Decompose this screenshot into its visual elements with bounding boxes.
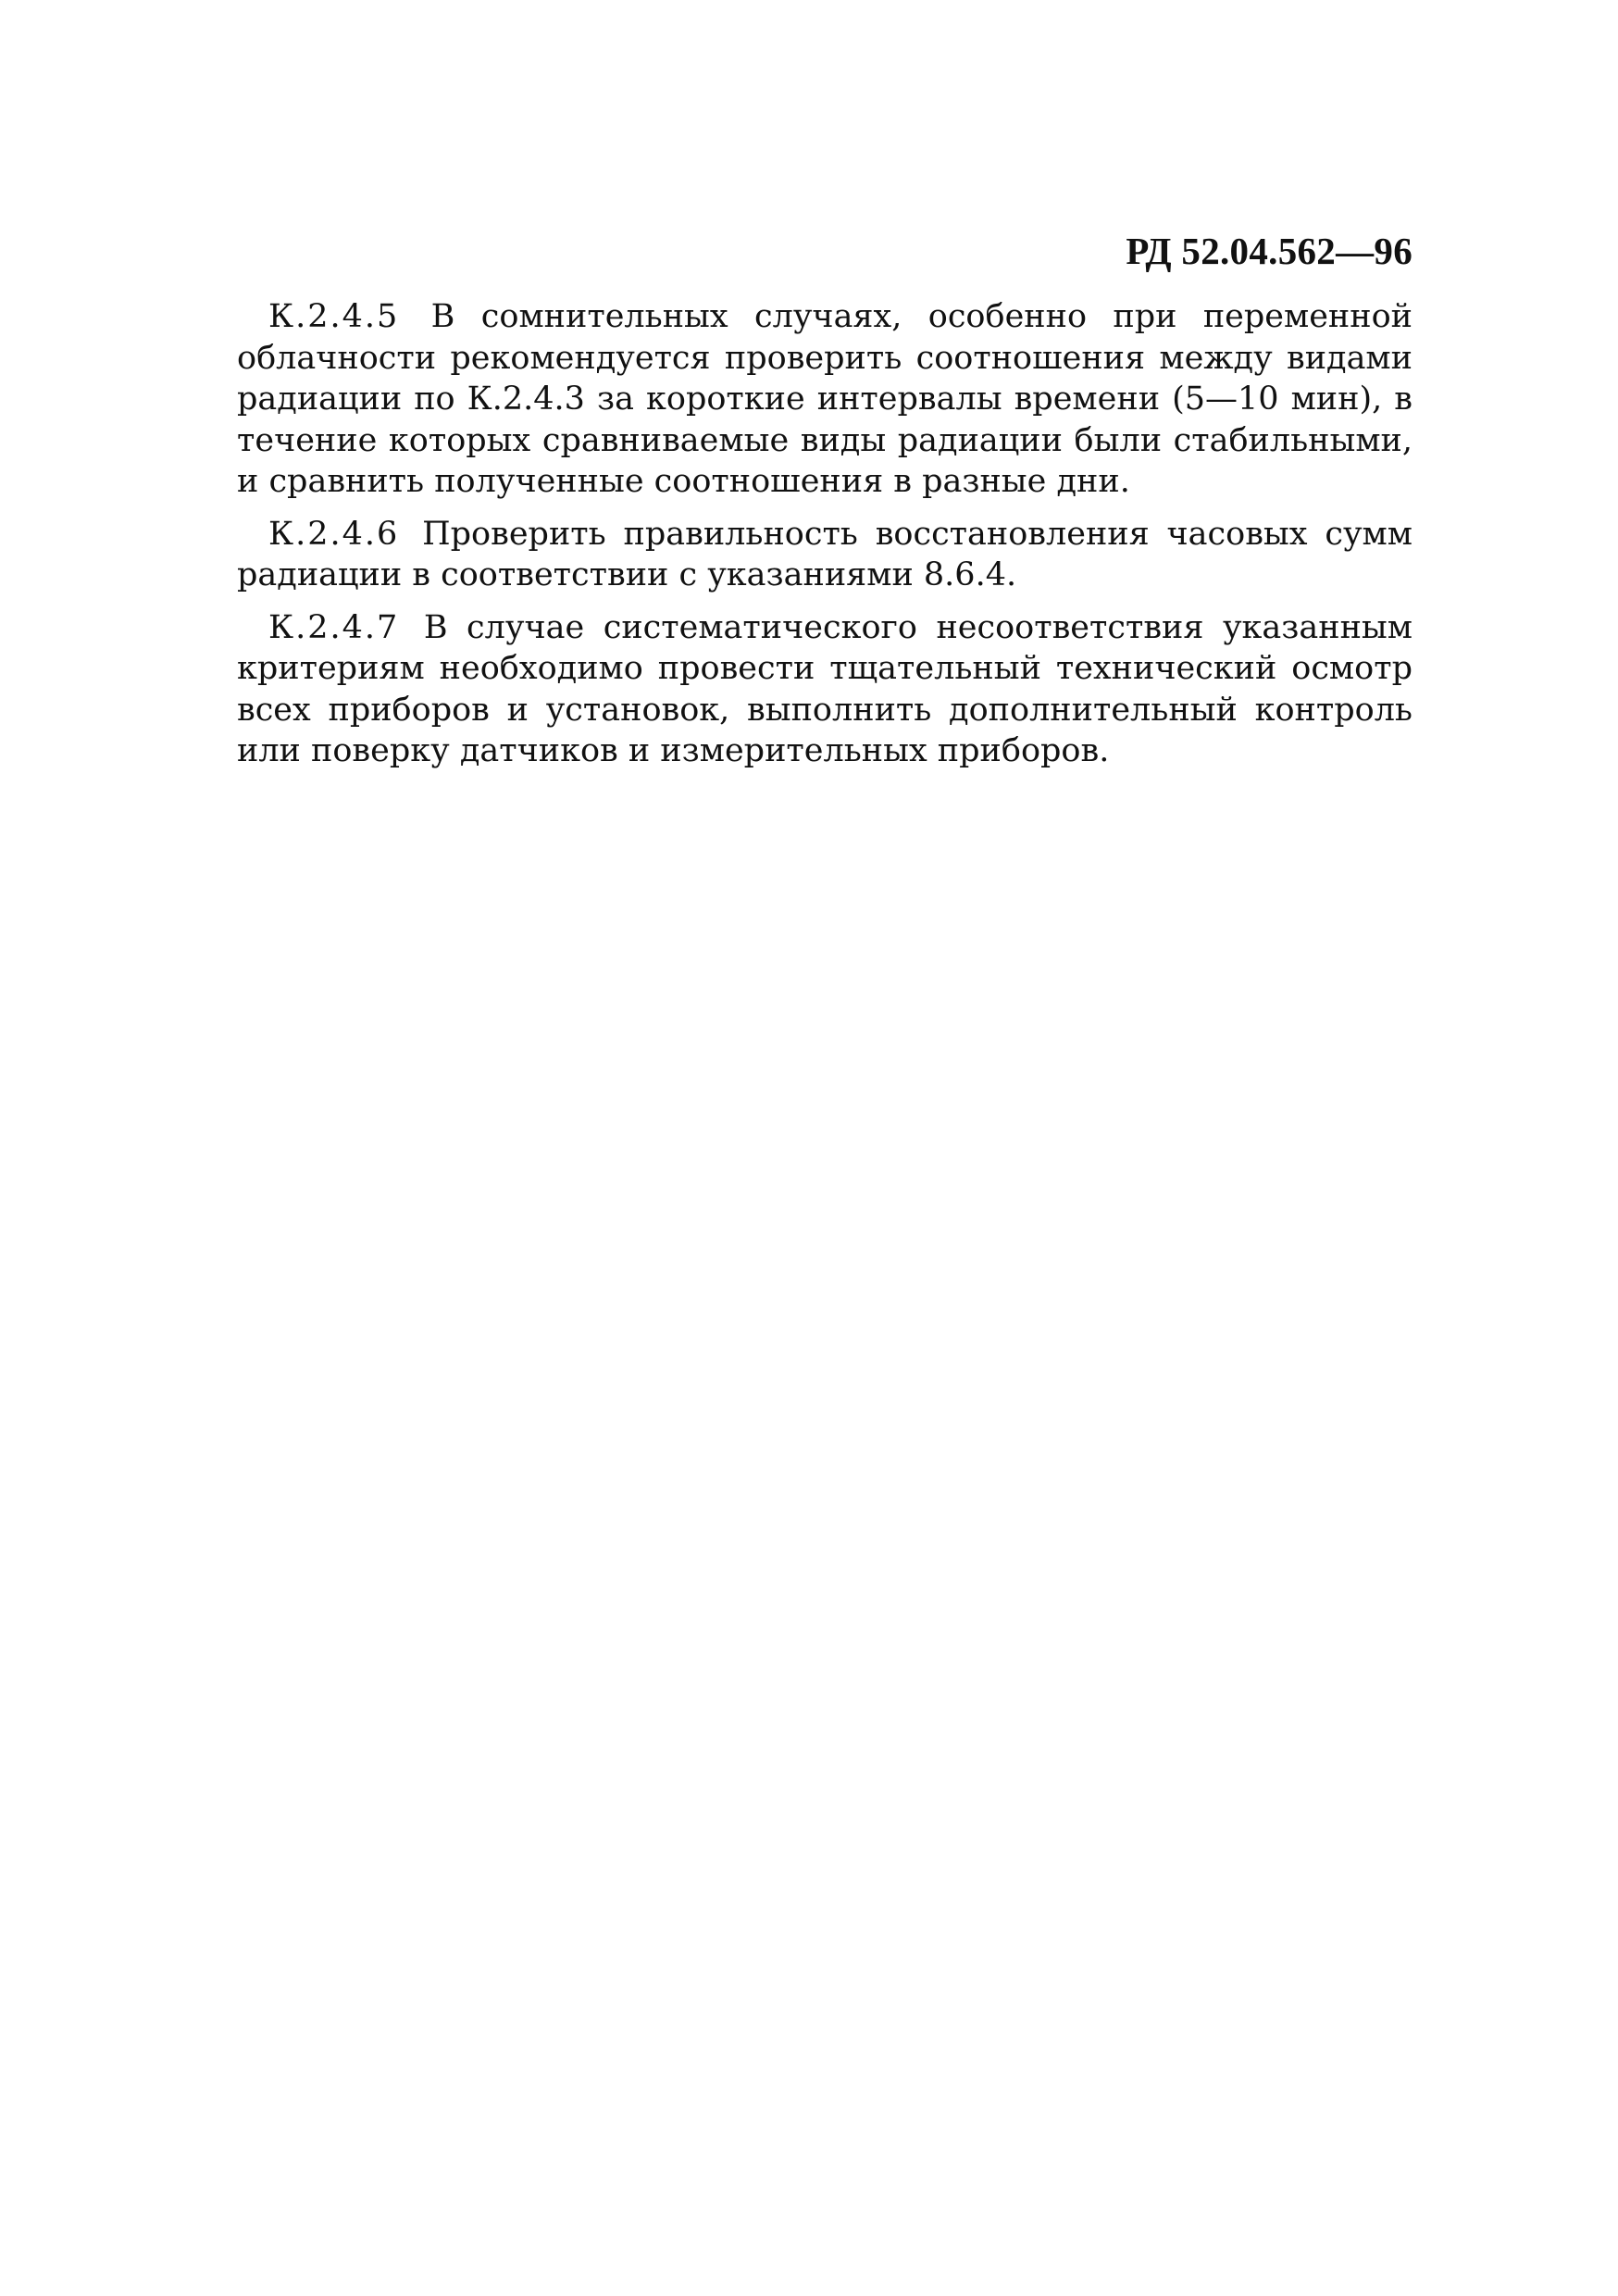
document-code-header: РД 52.04.562—96 bbox=[1126, 230, 1413, 272]
clause-text: В сомнительных случаях, особенно при переменной облачности рекомендуется проверить соотношения между видами радиации по К.2.4.3 за короткие интервалы времени (5—10 мин), в течение которых сравниваемые виды радиации были стабильными, и сравнить полученные соотношения в разные дни. bbox=[237, 298, 1413, 500]
clause-k-2-4-6 bbox=[237, 514, 1413, 596]
clause-text: В случае систематического несоответствия указанным критериям необходимо провести тщательный технический осмотр всех приборов и установок, выполнить дополнительный контроль или поверку датчиков и измерительных приборов. bbox=[237, 608, 1413, 769]
clause-text: Проверить правильность восстановления часовых сумм радиации в соответствии с указаниями 8.6.4. bbox=[237, 515, 1413, 593]
clause-k-2-4-5 bbox=[237, 296, 1413, 503]
clause-number: К.2.4.6 bbox=[268, 515, 400, 553]
document-body bbox=[237, 296, 1413, 783]
clause-number: К.2.4.5 bbox=[268, 298, 400, 335]
clause-number: К.2.4.7 bbox=[268, 608, 400, 646]
clause-k-2-4-7 bbox=[237, 607, 1413, 772]
